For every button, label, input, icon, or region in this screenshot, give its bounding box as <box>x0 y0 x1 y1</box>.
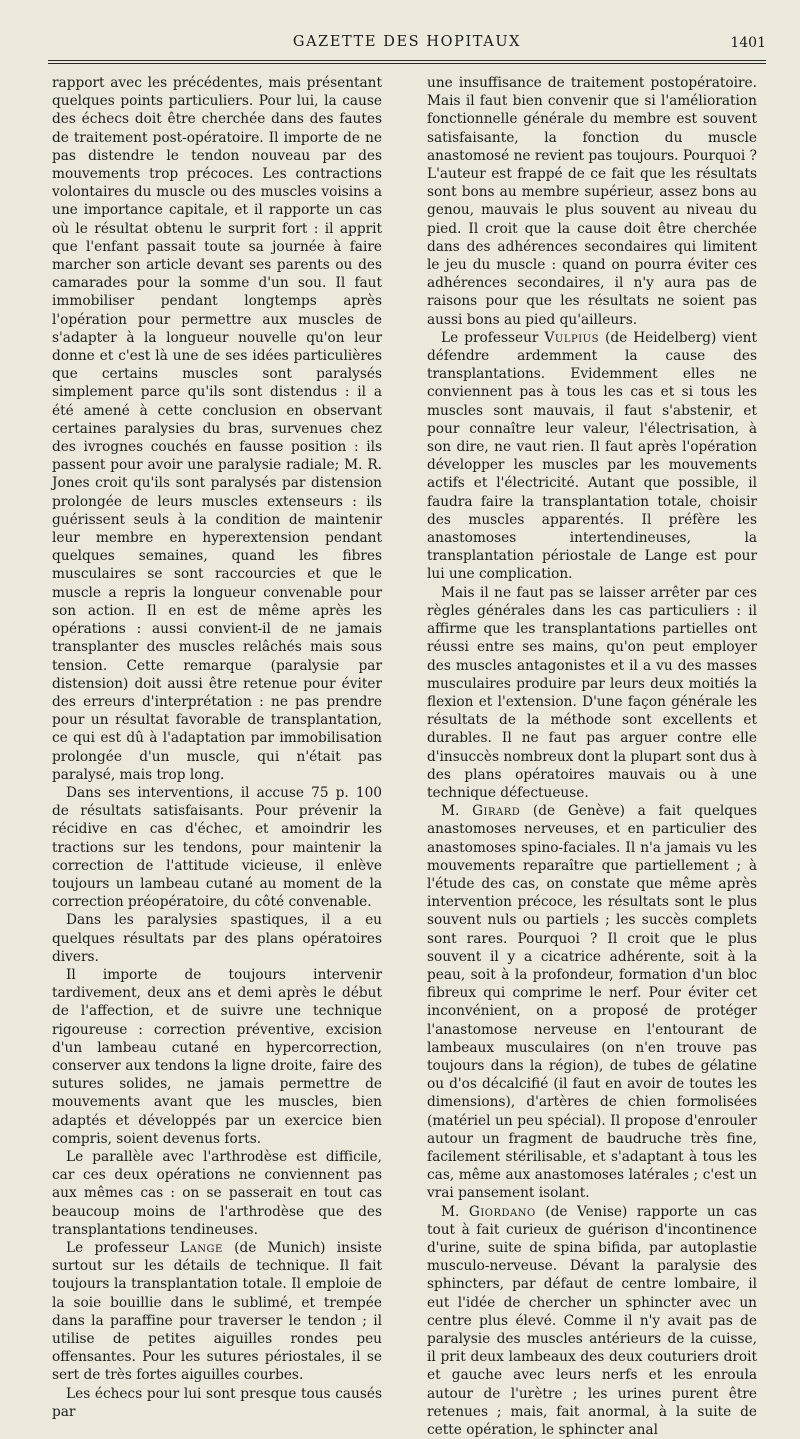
paragraph-lead: Le professeur <box>441 329 545 346</box>
paragraph-body: (de Munich) insiste surtout sur les détails de technique. Il fait toujours la transplantation totale. Il emploie de la soie bouillie dans le sublimé, et trempée dans la paraffine pour traverser le tendon ; il utilise de petites aiguilles rondes peu offensantes. Pour les sutures périostales, il se sert de très fortes aiguilles courbes. <box>52 1240 382 1384</box>
paragraph: Dans les paralysies spastiques, il a eu quelques résultats par des plans opératoires divers. <box>52 912 382 965</box>
paragraph <box>427 1203 757 1439</box>
paragraph-body: (de Genève) a fait quelques anastomoses nerveuses, et en particulier des anastomoses spino-faciales. Il n'a jamais vu les mouvements reparaître que partiellement ; à l'étude des cas, on constate que même après intervention précoce, les résultats sont le plus souvent nuls ou partiels ; les succès complets sont rares. Pourquoi ? Il croit que le plus souvent il y a cicatrice adhérente, soit à la peau, soit à la profondeur, formation d'un bloc fibreux qui comprime le nerf. Pour éviter cet inconvénient, on a proposé de protéger l'anastomose nerveuse en l'entourant de lambeaux musculaires (on n'en trouve pas toujours dans la région), de tubes de gélatine ou d'os décalcifié (il faut en avoir de toutes les dimensions), d'artères de chien formolisées (matériel un peu spécial). Il propose d'enrouler autour un fragment de baudruche très fine, facilement stérilisable, et s'adaptant à tous les cas, même aux anastomoses latérales ; c'est un vrai pansement isolant. <box>427 803 758 1202</box>
paragraph <box>427 329 757 584</box>
paragraph-lead: Le professeur <box>66 1240 180 1256</box>
paragraph: Les échecs pour lui sont presque tous causés par <box>52 1385 382 1420</box>
paragraph: Le parallèle avec l'arthrodèse est difficile, car ces deux opérations ne conviennent pas aux mêmes cas : on se passerait en tout cas beaucoup moins de l'arthrodèse que des transplantations tendineuses. <box>52 1148 382 1238</box>
paragraph-body: (de Venise) rapporte un cas tout à fait curieux de guérison d'incontinence d'urine, suite de spina bifida, par autoplastie musculo-nerveuse. Dévant la paralysie des sphincters, par défaut de centre lombaire, il eut l'idée de chercher un sphincter avec un centre plus élevé. Comme il n'y avait pas de paralysie des muscles antérieurs de la cuisse, il prit deux lambeaux des deux couturiers droit et gauche avec leurs nerfs et les enroula autour de l'urètre ; les urines purent être retenues ; mais, fait anormal, à la suite de cette opération, le sphincter anal <box>427 1203 757 1439</box>
person-name: Giordano <box>468 1203 536 1220</box>
paragraph-lead: M. <box>441 1203 469 1220</box>
person-name: Vulpius <box>544 329 599 346</box>
running-title: GAZETTE DES HOPITAUX <box>292 34 522 50</box>
paragraph <box>427 802 757 1202</box>
person-name: Lange <box>180 1240 223 1256</box>
paragraph: une insuffisance de traitement postopératoire. Mais il faut bien convenir que si l'amélioration fonctionnelle générale du membre est souvent satisfaisante, la fonction du muscle anastomosé ne revient pas toujours. Pourquoi ? L'auteur est frappé de ce fait que les résultats sont bons au membre supérieur, assez bons au genou, mauvais le plus souvent au niveau du pied. Il croit que la cause doit être cherchée dans des adhérences secondaires qui limitent le jeu du muscle : quand on pourra éviter ces adhérences secondaires, il n'y aura pas de raisons pour que les résultats ne soient pas aussi bons au pied qu'ailleurs. <box>427 75 757 328</box>
page-number: 1401 <box>730 35 766 51</box>
paragraph: Il importe de toujours intervenir tardivement, deux ans et demi après le début de l'affection, et de suivre une technique rigoureuse : correction préventive, excision d'un lambeau cutané en hypercorrection, conserver aux tendons la ligne droite, faire des sutures solides, ne jamais permettre de mouvements avant que les muscles, bien adaptés et développés par un exercice bien compris, soient devenus forts. <box>52 966 382 1147</box>
person-name: Girard <box>472 803 521 820</box>
header-rule <box>48 60 766 64</box>
right-column <box>427 74 757 1439</box>
paragraph: Mais il ne faut pas se laisser arrêter par ces règles générales dans les cas particuliers : il affirme que les transplantations partielles ont réussi entre ses mains, qu'on peut employer des muscles antagonistes et il a vu des masses musculaires produire par leurs deux moitiés la flexion et l'extension. D'une façon générale les résultats de la méthode sont excellents et durables. Il ne faut pas arguer contre elle d'insuccès nombreux dont la plupart sont dus à des plans opératoires mauvais ou à une technique défectueuse. <box>427 584 757 801</box>
left-column <box>52 74 382 1421</box>
paragraph <box>52 1239 382 1385</box>
paragraph: rapport avec les précédentes, mais présentant quelques points particuliers. Pour lui, la cause des échecs doit être cherchée dans des fautes de traitement post-opératoire. Il importe de ne pas distendre le tendon nouveau par des mouvements trop précoces. Les contractions volontaires du muscle ou des muscles voisins a une importance capitale, et il rapporte un cas où le résultat obtenu le surprit fort : il apprit que l'enfant passait toute sa journée à faire marcher son article devant ses parents ou des camarades pour la somme d'un sou. Il faut immobiliser pendant longtemps après l'opération pour permettre aux muscles de s'adapter à la longueur nouvelle qu'on leur donne et c'est là une de ses idées particulières que certains muscles sont paralysés simplement parce qu'ils sont distendus : il a été amené à cette conclusion en observant certaines paralysies du bras, survenues chez des ivrognes couchés en fausse position : ils passent pour avoir une paralysie radiale; M. R. Jones croit qu'ils sont paralysés par distension prolongée de leurs muscles extenseurs : ils guérissent seuls à la condition de maintenir leur membre en hyperextension pendant quelques semaines, quand les fibres musculaires se sont raccourcies et que le muscle a repris la longueur convenable pour son action. Il en est de même après les opérations : aussi convient-il de ne jamais transplanter des muscles relâchés mais sous tension. Cette remarque (paralysie par distension) doit aussi être retenue pour éviter des erreurs d'interprétation : ne pas prendre pour un résultat favorable de transplantation, ce qui est dû à l'adaptation par immobilisation prolongée d'un muscle, qui n'était pas paralysé, mais trop long. <box>52 75 382 783</box>
paragraph: Dans ses interventions, il accuse 75 p. 100 de résultats satisfaisants. Pour prévenir la récidive en cas d'échec, et amoindrir les tractions sur les tendons, pour maintenir la correction de l'attitude vicieuse, il enlève toujours un lambeau cutané au moment de la correction préopératoire, du côté convenable. <box>52 784 382 911</box>
paragraph-body: (de Heidelberg) vient défendre ardemment la cause des transplantations. Evidemment elles ne conviennent pas à tous les cas et si tous les muscles sont mauvais, il faut s'abstenir, et pour connaître leur valeur, l'électrisation, à son dire, ne vaut rien. Il faut après l'opération développer les muscles par les mouvements actifs et l'électricité. Autant que possible, il faudra faire la transplantation totale, choisir des muscles apparentés. Il préfère les anastomoses intertendineuses, la transplantation périostale de Lange est pour lui une complication. <box>427 329 757 583</box>
paragraph-lead: M. <box>441 803 473 820</box>
